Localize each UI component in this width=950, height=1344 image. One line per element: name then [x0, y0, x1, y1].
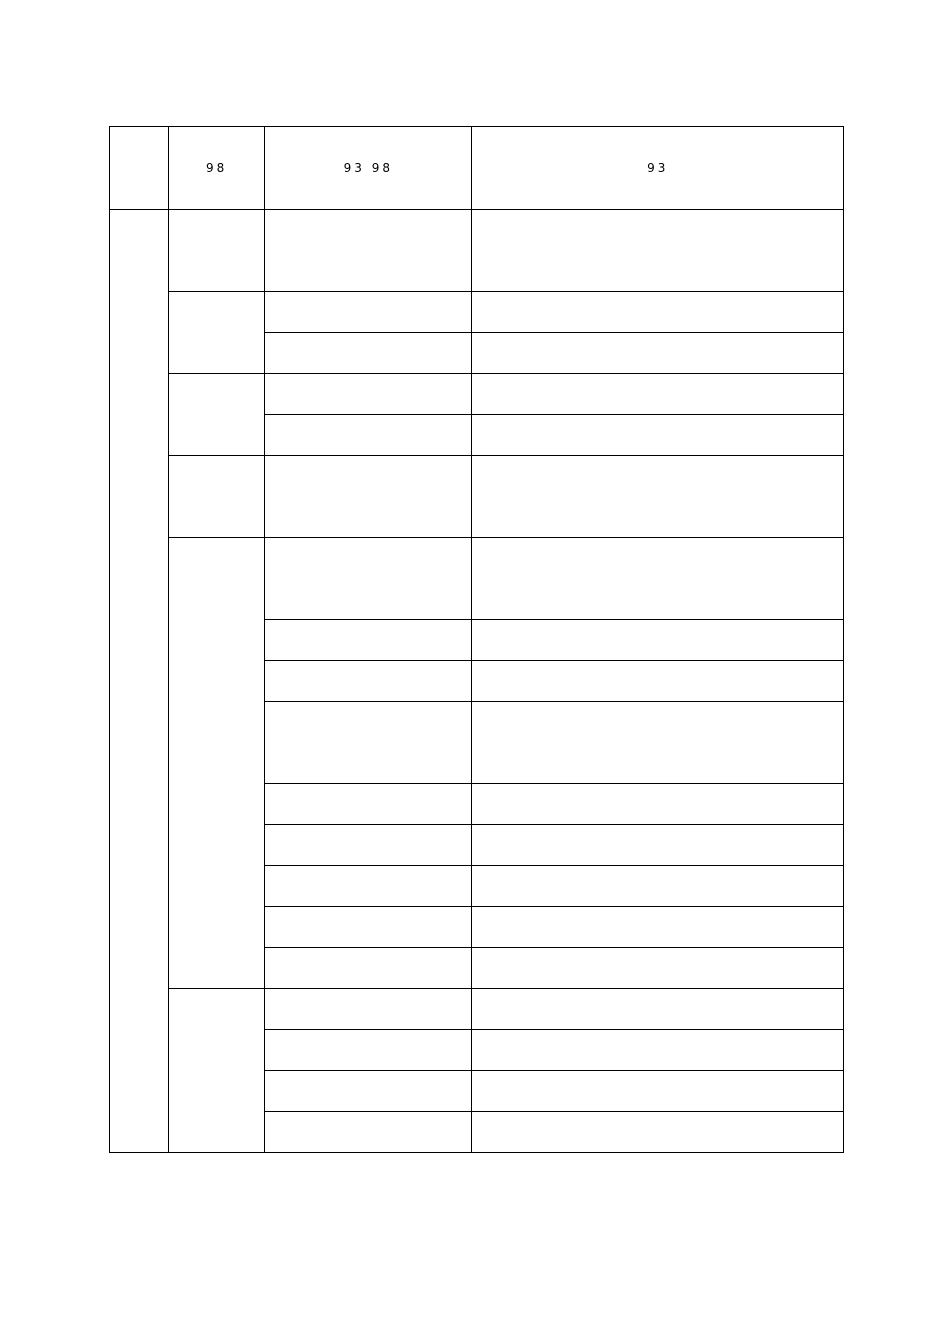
desc-cell [472, 1030, 844, 1071]
header-col1 [110, 127, 169, 210]
header-col2 [169, 127, 265, 210]
group-cell [169, 374, 265, 456]
desc-cell [472, 784, 844, 825]
item-cell [265, 702, 472, 784]
desc-cell [472, 1071, 844, 1112]
item-cell [265, 866, 472, 907]
desc-cell [472, 989, 844, 1030]
item-cell [265, 538, 472, 620]
item-cell [265, 1071, 472, 1112]
table-row [110, 210, 844, 292]
table-row [110, 292, 844, 333]
group-cell-empty [169, 210, 265, 292]
desc-cell [472, 292, 844, 333]
item-cell [265, 374, 472, 415]
item-cell [265, 1112, 472, 1153]
group-cell [169, 989, 265, 1153]
desc-cell [472, 210, 844, 292]
desc-cell [472, 374, 844, 415]
item-cell [265, 1030, 472, 1071]
header-col3: 93 98 [265, 127, 472, 210]
desc-cell [472, 538, 844, 620]
desc-cell [472, 866, 844, 907]
desc-cell [472, 620, 844, 661]
desc-cell [472, 415, 844, 456]
desc-cell [472, 948, 844, 989]
item-cell [265, 456, 472, 538]
item-cell [265, 989, 472, 1030]
item-cell [265, 784, 472, 825]
item-cell [265, 210, 472, 292]
item-cell [265, 907, 472, 948]
first-column-merged-cell [110, 210, 169, 1153]
table-row [110, 538, 844, 620]
table-row [110, 374, 844, 415]
group-cell [169, 292, 265, 374]
group-cell [169, 538, 265, 989]
item-cell [265, 661, 472, 702]
desc-cell [472, 907, 844, 948]
item-cell [265, 825, 472, 866]
header-col4: 93 [472, 127, 844, 210]
desc-cell [472, 1112, 844, 1153]
desc-cell [472, 825, 844, 866]
table-row [110, 456, 844, 538]
desc-cell [472, 661, 844, 702]
header-col2-line1: 98 [206, 161, 228, 175]
group-cell [169, 456, 265, 538]
table-header-row [110, 127, 844, 210]
item-cell [265, 620, 472, 661]
comparison-table [109, 126, 844, 1153]
item-cell [265, 948, 472, 989]
desc-cell [472, 702, 844, 784]
item-cell [265, 333, 472, 374]
table-row [110, 989, 844, 1030]
item-cell [265, 292, 472, 333]
desc-cell [472, 456, 844, 538]
item-cell [265, 415, 472, 456]
desc-cell [472, 333, 844, 374]
